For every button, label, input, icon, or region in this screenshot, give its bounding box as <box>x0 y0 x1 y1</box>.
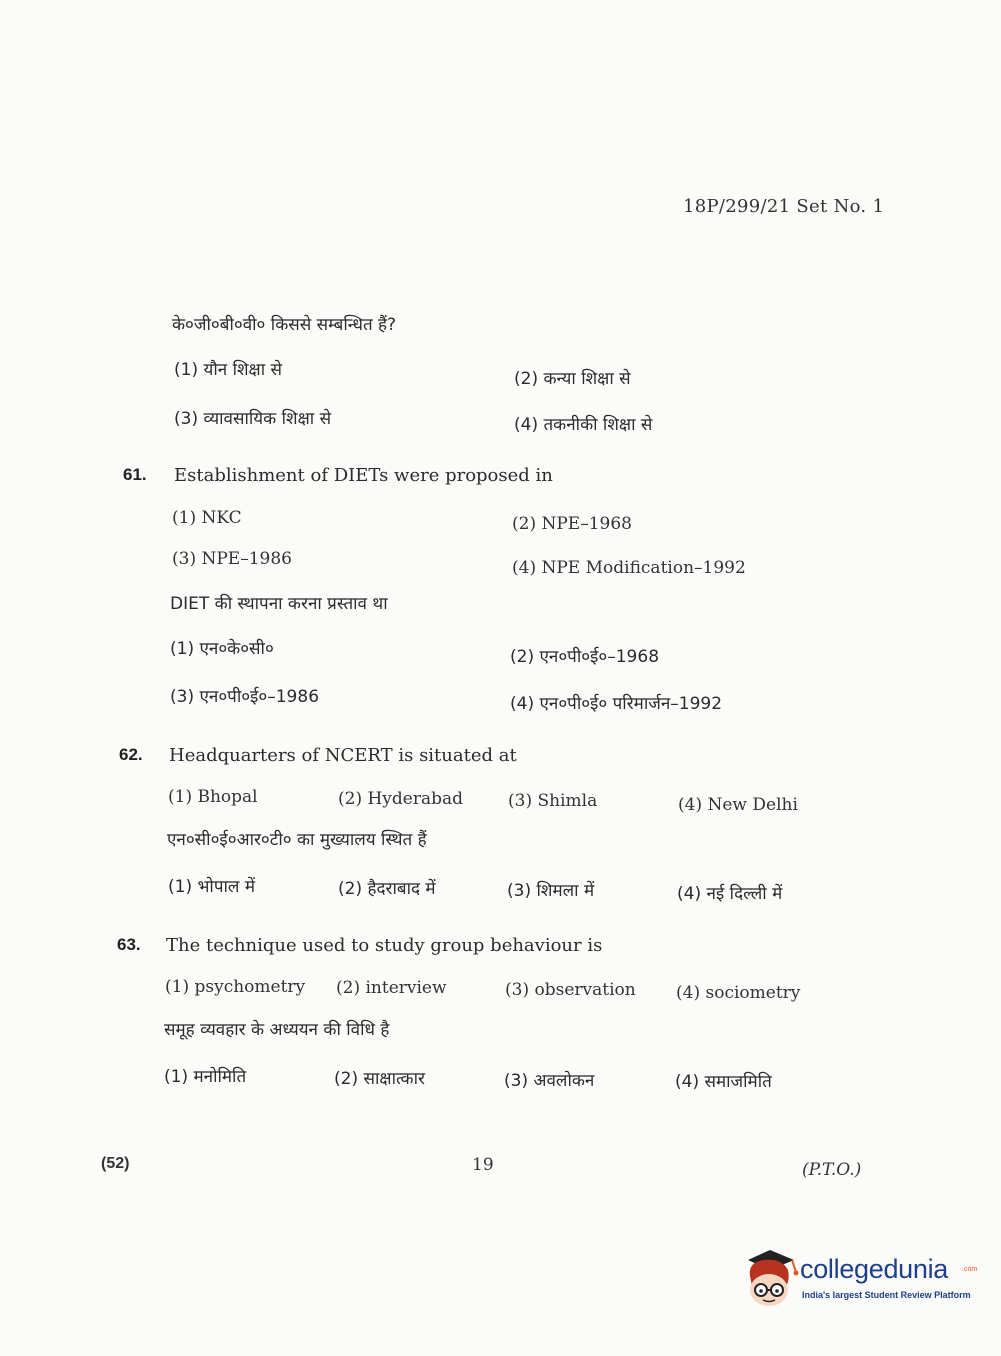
q61-hindi-text: DIET की स्थापना करना प्रस्ताव था <box>170 594 388 614</box>
q60-hindi-text: के०जी०बी०वी० किससे सम्बन्धित हैं? <box>172 315 397 335</box>
q61-number: 61. <box>123 465 147 484</box>
q61-hindi-option-3: (3) एन०पी०ई०–1986 <box>170 687 320 707</box>
footer-code: (52) <box>101 1155 130 1172</box>
q60-hindi-option-2: (2) कन्या शिक्षा से <box>514 369 631 389</box>
q63-option-3: (3) observation <box>505 980 636 1000</box>
q63-number: 63. <box>117 935 141 954</box>
logo-tagline: India's largest Student Review Platform <box>802 1290 971 1300</box>
q61-option-4: (4) NPE Modification–1992 <box>512 558 746 578</box>
q62-option-3: (3) Shimla <box>508 791 598 811</box>
page-number: 19 <box>472 1155 494 1175</box>
q62-option-4: (4) New Delhi <box>678 795 798 815</box>
q62-hindi-option-1: (1) भोपाल में <box>168 877 255 897</box>
q62-option-2: (2) Hyderabad <box>338 789 464 809</box>
mascot-icon <box>740 1246 800 1310</box>
q63-option-2: (2) interview <box>336 978 447 998</box>
q63-text: The technique used to study group behaviour is <box>166 935 603 956</box>
q61-option-1: (1) NKC <box>172 508 242 528</box>
q62-option-1: (1) Bhopal <box>168 787 258 807</box>
q61-hindi-option-1: (1) एन०के०सी० <box>170 639 274 659</box>
q61-option-2: (2) NPE–1968 <box>512 514 632 534</box>
collegedunia-logo[interactable] <box>740 1246 978 1316</box>
q61-text: Establishment of DIETs were proposed in <box>174 465 553 486</box>
q61-option-3: (3) NPE–1986 <box>172 549 292 569</box>
logo-name: collegedunia <box>800 1254 949 1284</box>
q63-hindi-option-3: (3) अवलोकन <box>504 1071 595 1091</box>
q61-hindi-option-4: (4) एन०पी०ई० परिमार्जन–1992 <box>510 694 723 714</box>
q62-hindi-option-2: (2) हैदराबाद में <box>338 879 436 899</box>
q61-hindi-option-2: (2) एन०पी०ई०–1968 <box>510 647 660 667</box>
q62-number: 62. <box>119 745 143 764</box>
q60-hindi-option-1: (1) यौन शिक्षा से <box>174 360 283 380</box>
q62-hindi-option-4: (4) नई दिल्ली में <box>677 884 783 904</box>
q63-option-4: (4) sociometry <box>676 983 801 1003</box>
q63-hindi-text: समूह व्यवहार के अध्ययन की विधि है <box>164 1020 390 1040</box>
q62-hindi-text: एन०सी०ई०आर०टी० का मुख्यालय स्थित हैं <box>167 830 427 850</box>
q63-hindi-option-2: (2) साक्षात्कार <box>334 1069 425 1089</box>
q60-hindi-option-3: (3) व्यावसायिक शिक्षा से <box>174 409 332 429</box>
pto-label: (P.T.O.) <box>802 1160 862 1180</box>
q63-option-1: (1) psychometry <box>165 977 306 997</box>
q62-hindi-option-3: (3) शिमला में <box>507 881 595 901</box>
paper-code: 18P/299/21 Set No. 1 <box>683 196 885 217</box>
q63-hindi-option-1: (1) मनोमिति <box>164 1067 247 1087</box>
q62-text: Headquarters of NCERT is situated at <box>169 745 517 766</box>
q60-hindi-option-4: (4) तकनीकी शिक्षा से <box>514 415 653 435</box>
logo-suffix: .com <box>962 1266 978 1273</box>
q63-hindi-option-4: (4) समाजमिति <box>675 1072 772 1092</box>
